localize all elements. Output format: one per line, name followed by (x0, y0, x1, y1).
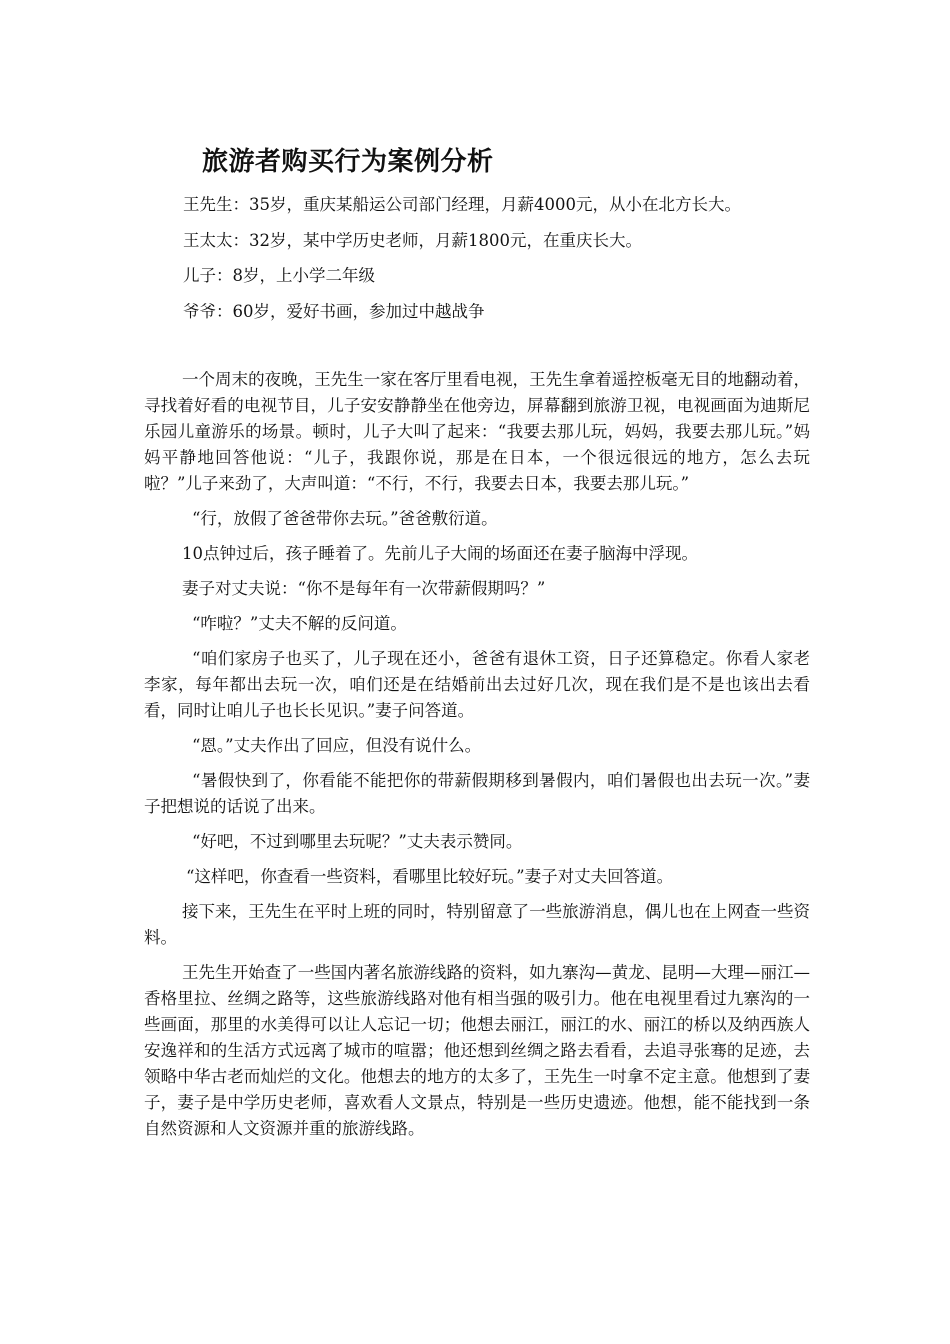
story-body (144, 367, 810, 1151)
paragraph: 接下来，王先生在平时上班的同时，特别留意了一些旅游消息，偶儿也在上网查一些资料。 (144, 902, 810, 947)
paragraph: 10点钟过后，孩子睡着了。先前儿子大闹的场面还在妻子脑海中浮现。 (182, 544, 698, 563)
paragraph: “这样吧，你查看一些资料，看哪里比较好玩。”妻子对丈夫回答道。 (186, 867, 674, 886)
paragraph: “咱们家房子也买了，儿子现在还小，爸爸有退休工资，日子还算稳定。你看人家老李家，每年都出去玩一次，咱们还是在结婚前出去过好几次，现在我们是不是也该出去看看，同时让咱儿子也长长见识。”妻子问答道。 (144, 649, 810, 720)
paragraph: 王先生开始查了一些国内著名旅游线路的资料，如九寨沟—黄龙、昆明—大理—丽江—香格里拉、丝绸之路等，这些旅游线路对他有相当强的吸引力。他在电视里看过九寨沟的一些画面，那里的水美得可以让人忘记一切；他想去丽江，丽江的水、丽江的桥以及纳西族人安逸祥和的生活方式远离了城市的喧嚣；他还想到丝绸之路去看看，去追寻张骞的足迹，去领略中华古老而灿烂的文化。他想去的地方的太多了，王先生一吋拿不定主意。他想到了妻子，妻子是中学历史老师，喜欢看人文景点，特别是一些历史遗迹。他想，能不能找到一条自然资源和人文资源并重的旅游线路。 (144, 963, 810, 1138)
family-profiles (183, 195, 883, 337)
profile-mrs-wang: 王太太：32岁，某中学历史老师，月薪1800元，在重庆长大。 (183, 230, 642, 250)
profile-mr-wang: 王先生：35岁，重庆某船运公司部门经理，月薪4000元，从小在北方长大。 (183, 195, 741, 214)
document-title: 旅游者购买行为案例分析 (202, 147, 494, 177)
paragraph: “暑假快到了，你看能不能把你的带薪假期移到暑假内，咱们暑假也出去玩一次。”妻子把想说的话说了出来。 (144, 771, 810, 816)
paragraph: “行，放假了爸爸带你去玩。”爸爸敷衍道。 (192, 509, 498, 528)
paragraph: “恩。”丈夫作出了回应，但没有说什么。 (192, 736, 482, 755)
profile-grandfather: 爷爷：60岁，爱好书画，参加过中越战争 (183, 301, 485, 321)
profile-son: 儿子：8岁，上小学二年级 (183, 266, 375, 285)
paragraph: “咋啦？”丈夫不解的反问道。 (192, 614, 407, 633)
paragraph: 妻子对丈夫说：“你不是每年有一次带薪假期吗？” (182, 579, 546, 598)
paragraph: 一个周末的夜晚，王先生一家在客厅里看电视，王先生拿着遥控板毫无目的地翻动着，寻找着好看的电视节目，儿子安安静静坐在他旁边，屏幕翻到旅游卫视，电视画面为迪斯尼乐园儿童游乐的场景。顿时，儿子大叫了起来：“我要去那儿玩，妈妈，我要去那儿玩。”妈妈平静地回答他说：“儿子，我跟你说，那是在日本，一个很远很远的地方，怎么去玩啦？”儿子来劲了，大声叫道：“不行，不行，我要去日本，我要去那儿玩。” (144, 370, 810, 493)
paragraph: “好吧，不过到哪里去玩呢？”丈夫表示赞同。 (192, 832, 523, 851)
